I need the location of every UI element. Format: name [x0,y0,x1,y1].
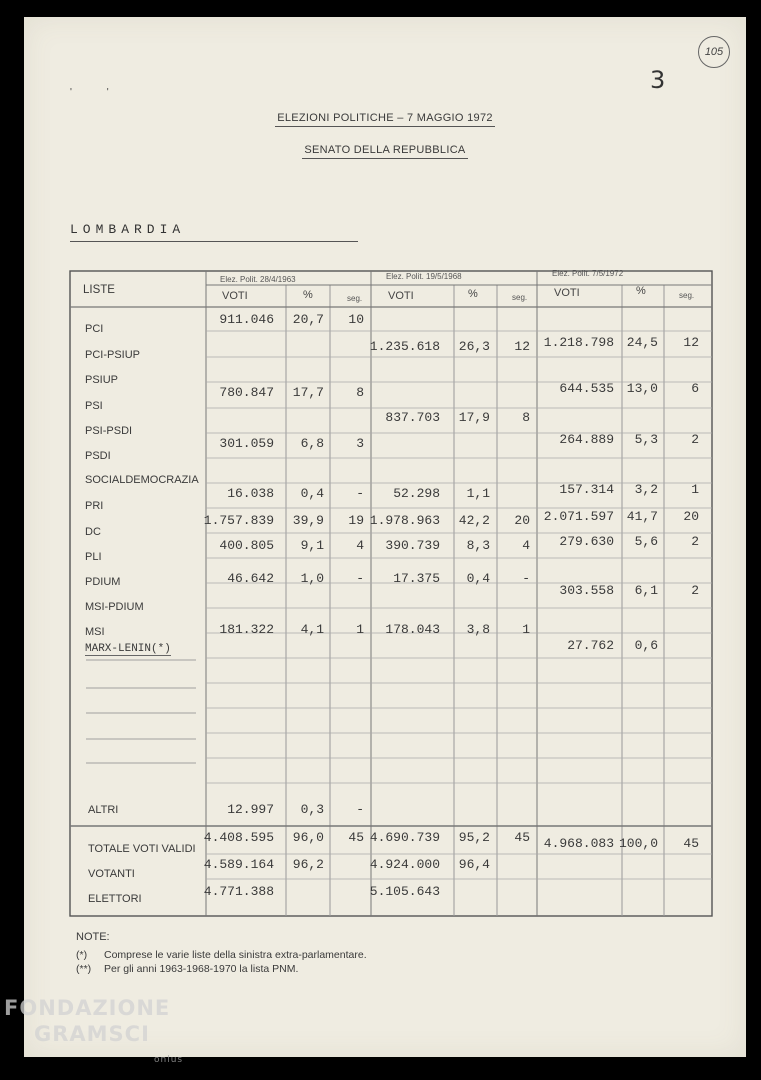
total-percent-cell: 96,2 [292,857,324,872]
altri-label: ALTRI [88,804,119,816]
document-title: ELEZIONI POLITICHE – 7 MAGGIO 1972 [24,112,746,124]
total-percent-cell: 96,4 [458,857,490,872]
percent-cell: 1,1 [466,486,490,501]
votes-cell: 46.642 [227,571,274,586]
percent-cell: 13,0 [626,381,658,396]
seats-cell: - [356,571,364,586]
party-label: PSDI [85,450,111,462]
notes-title: NOTE: [76,931,110,943]
party-label: MARX-LENIN(*) [85,643,171,655]
party-label: PRI [85,500,104,512]
party-label: MSI-PDIUM [85,601,144,613]
seg-header-1972: seg. [679,291,695,300]
seats-cell: 12 [683,335,699,350]
seats-cell: 20 [683,509,699,524]
totale-voti-label: TOTALE VOTI VALIDI [88,843,196,855]
percent-cell: 24,5 [626,335,658,350]
total-votes-cell: 4.968.083 [543,836,614,851]
voti-header-1972: VOTI [554,287,580,299]
liste-header: LISTE [83,284,115,296]
note-item: (**) Per gli anni 1963-1968-1970 la lista PNM. [76,963,299,975]
period-1968-header: Elez. Polit. 19/5/1968 [386,272,462,281]
votes-cell: 2.071.597 [543,509,614,524]
party-label: PCI-PSIUP [85,349,141,361]
votes-cell: 12.997 [227,802,274,817]
note-item: (*) Comprese le varie liste della sinistra extra-parlamentare. [76,949,367,961]
total-percent-cell: 95,2 [458,830,490,845]
percent-cell: 4,1 [300,622,324,637]
percent-cell: 5,6 [634,534,658,549]
votes-cell: 1.978.963 [369,513,440,528]
votes-cell: 181.322 [219,622,274,637]
region-title: LOMBARDIA [70,222,358,242]
percent-cell: 26,3 [458,339,490,354]
seats-cell: - [356,802,364,817]
seats-cell: 19 [348,513,364,528]
party-label: PSI [85,400,103,412]
party-label: PDIUM [85,576,121,588]
party-label: PLI [85,551,102,563]
total-votes-cell: 5.105.643 [369,884,440,899]
total-votes-cell: 4.690.739 [369,830,440,845]
votes-cell: 303.558 [559,583,614,598]
seats-cell: 4 [356,538,364,553]
seats-cell: 4 [522,538,530,553]
seats-cell: 1 [522,622,530,637]
percent-cell: 9,1 [300,538,324,553]
period-1963-header: Elez. Polit. 28/4/1963 [220,275,296,284]
percent-cell: 0,4 [466,571,490,586]
percent-cell: 1,0 [300,571,324,586]
votes-cell: 1.235.618 [369,339,440,354]
pct-header-1968: % [468,288,478,300]
votes-cell: 1.218.798 [543,335,614,350]
percent-cell: 5,3 [634,432,658,447]
total-seats-cell: 45 [683,836,699,851]
elettori-label: ELETTORI [88,893,142,905]
party-label: PSIUP [85,374,119,386]
total-votes-cell: 4.589.164 [203,857,274,872]
notes [76,931,367,977]
votes-cell: 279.630 [559,534,614,549]
seg-header-1968: seg. [512,293,528,302]
seats-cell: 6 [691,381,699,396]
seats-cell: 8 [356,385,364,400]
votes-cell: 911.046 [219,312,274,327]
votes-cell: 400.805 [219,538,274,553]
seats-cell: - [522,571,530,586]
seats-cell: 2 [691,583,699,598]
total-seats-cell: 45 [348,830,364,845]
votes-cell: 644.535 [559,381,614,396]
total-votes-cell: 4.408.595 [203,830,274,845]
pct-header-1963: % [303,289,313,301]
seats-cell: 1 [691,482,699,497]
party-label: PSI-PSDI [85,425,133,437]
stray-marks: ' ' [70,87,125,98]
votes-cell: 157.314 [559,482,614,497]
party-label: DC [85,526,101,538]
percent-cell: 3,2 [634,482,658,497]
seats-cell: 3 [356,436,364,451]
seats-cell: 2 [691,432,699,447]
percent-cell: 42,2 [458,513,490,528]
document-subtitle: SENATO DELLA REPUBBLICA [24,144,746,156]
pct-header-1972: % [636,285,646,297]
seats-cell: - [356,486,364,501]
votes-cell: 301.059 [219,436,274,451]
votanti-label: VOTANTI [88,868,135,880]
total-votes-cell: 4.771.388 [203,884,274,899]
percent-cell: 3,8 [466,622,490,637]
document-page [24,17,746,1057]
seats-cell: 10 [348,312,364,327]
votes-cell: 178.043 [385,622,440,637]
seats-cell: 8 [522,410,530,425]
total-percent-cell: 100,0 [618,836,658,851]
percent-cell: 20,7 [292,312,324,327]
voti-header-1963: VOTI [222,290,248,302]
total-seats-cell: 45 [514,830,530,845]
percent-cell: 17,7 [292,385,324,400]
percent-cell: 0,6 [634,638,658,653]
party-label: SOCIALDEMOCRAZIA [85,474,199,486]
archive-stamp: 105 [698,36,730,68]
page-number: 3 [650,66,666,94]
percent-cell: 6,8 [300,436,324,451]
percent-cell: 8,3 [466,538,490,553]
total-percent-cell: 96,0 [292,830,324,845]
percent-cell: 17,9 [458,410,490,425]
watermark-logo: FONDAZIONE GRAMSCI onlus [4,996,184,1065]
seats-cell: 20 [514,513,530,528]
voti-header-1968: VOTI [388,290,414,302]
percent-cell: 0,4 [300,486,324,501]
votes-cell: 17.375 [393,571,440,586]
seats-cell: 1 [356,622,364,637]
votes-cell: 1.757.839 [203,513,274,528]
total-votes-cell: 4.924.000 [369,857,440,872]
seats-cell: 12 [514,339,530,354]
percent-cell: 0,3 [300,802,324,817]
seg-header-1963: seg. [347,294,363,303]
votes-cell: 16.038 [227,486,274,501]
votes-cell: 27.762 [567,638,614,653]
party-label: MSI [85,626,105,638]
percent-cell: 41,7 [626,509,658,524]
seats-cell: 2 [691,534,699,549]
period-1972-header: Elez. Polit. 7/5/1972 [552,269,624,278]
votes-cell: 52.298 [393,486,440,501]
percent-cell: 6,1 [634,583,658,598]
party-label: PCI [85,323,104,335]
votes-cell: 837.703 [385,410,440,425]
votes-cell: 264.889 [559,432,614,447]
votes-cell: 390.739 [385,538,440,553]
votes-cell: 780.847 [219,385,274,400]
percent-cell: 39,9 [292,513,324,528]
